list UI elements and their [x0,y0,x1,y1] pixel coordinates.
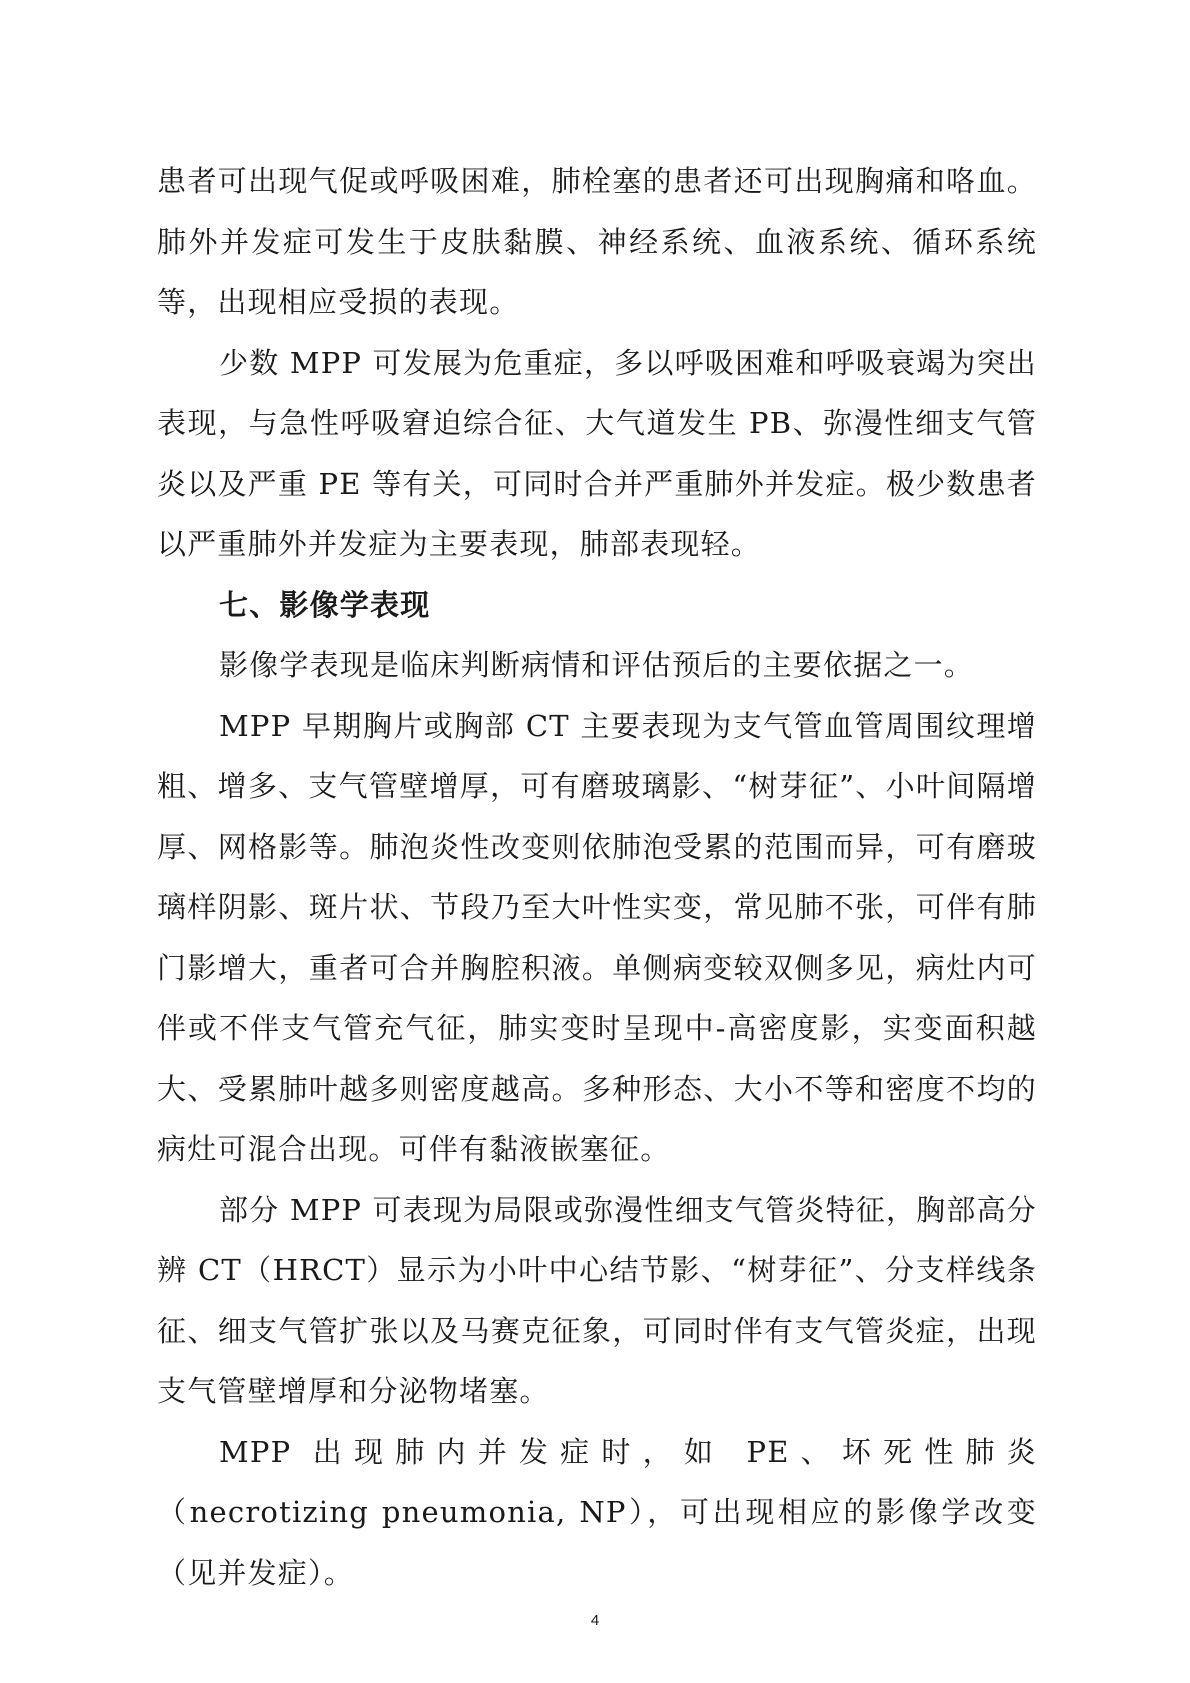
paragraph-complications-continued: 患者可出现气促或呼吸困难，肺栓塞的患者还可出现胸痛和咯血。肺外并发症可发生于皮肤黏膜、神经系统、血液系统、循环系统等，出现相应受损的表现。 [157,164,1037,319]
paragraph-imaging-intro: 影像学表现是临床判断病情和评估预后的主要依据之一。 [219,648,975,682]
paragraph-pulmonary-complications: MPP 出现肺内并发症时，如 PE、坏死性肺炎（necrotizing pneumonia, NP），可出现相应的影像学改变（见并发症）。 [157,1434,1037,1590]
page-number: 4 [590,1612,600,1629]
paragraph-severe-mpp: 少数 MPP 可发展为危重症，多以呼吸困难和呼吸衰竭为突出表现，与急性呼吸窘迫综合征、大气道发生 PB、弥漫性细支气管炎以及严重 PE 等有关，可同时合并严重肺外并发症。极少数患者以严重肺外并发症为主要表现，肺部表现轻。 [157,345,1037,561]
section-heading-imaging: 七、影像学表现 [219,587,431,622]
paragraph-early-imaging: MPP 早期胸片或胸部 CT 主要表现为支气管血管周围纹理增粗、增多、支气管壁增厚，可有磨玻璃影、“树芽征”、小叶间隔增厚、网格影等。肺泡炎性改变则依肺泡受累的范围而异，可有磨玻璃样阴影、斑片状、节段乃至大叶性实变，常见肺不张，可伴有肺门影增大，重者可合并胸腔积液。单侧病变较双侧多见，病灶内可伴或不伴支气管充气征，肺实变时呈现中-高密度影，实变面积越大、受累肺叶越多则密度越高。多种形态、大小不等和密度不均的病灶可混合出现。可伴有黏液嵌塞征。 [157,708,1037,1166]
paragraph-bronchiolitis: 部分 MPP 可表现为局限或弥漫性细支气管炎特征，胸部高分辨 CT（HRCT）显示为小叶中心结节影、“树芽征”、分支样线条征、细支气管扩张以及马赛克征象，可同时伴有支气管炎症，出现支气管壁增厚和分泌物堵塞。 [157,1192,1037,1408]
body-text [157,151,1037,1603]
